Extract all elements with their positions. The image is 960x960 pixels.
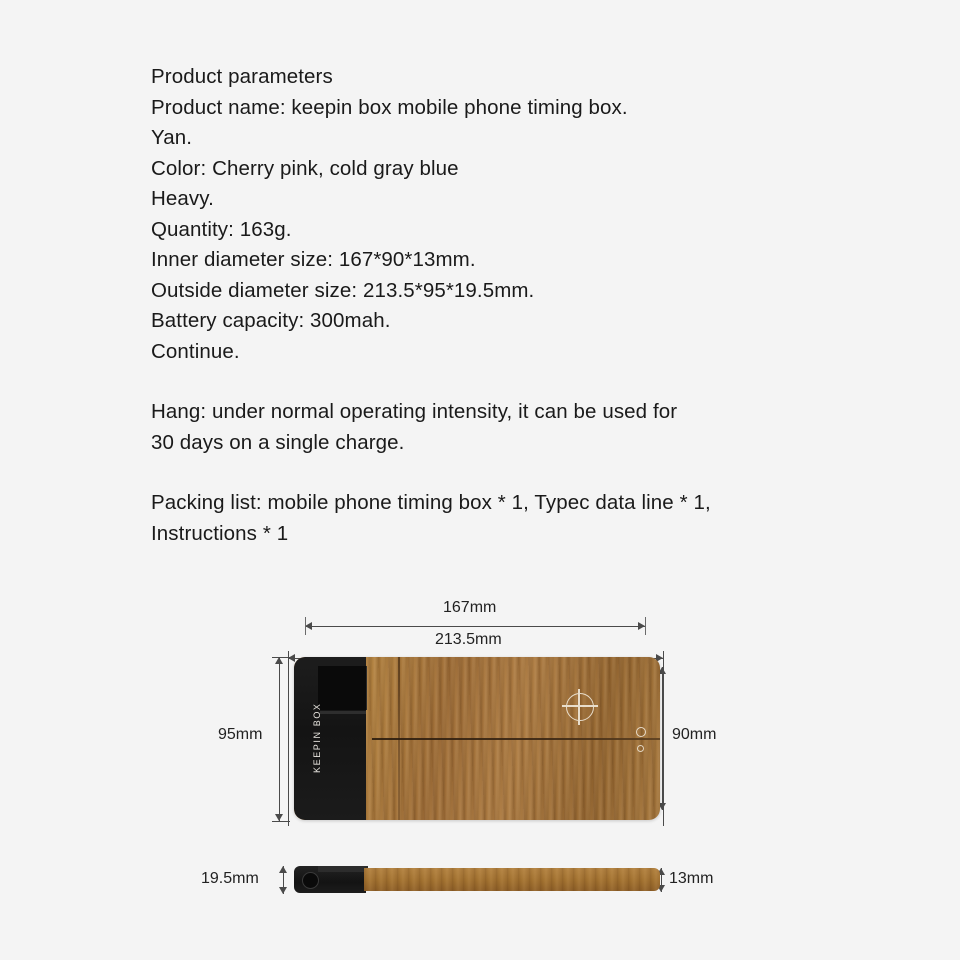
arrow-down-icon [279,887,287,894]
spec-line: Battery capacity: 300mah. [151,309,391,332]
dim-label-167mm: 167mm [443,599,497,616]
spec-line: Color: Cherry pink, cold gray blue [151,156,459,180]
logo-icon [566,693,594,721]
spec-line: Yan. [151,126,193,149]
spec-line: Heavy. [151,187,214,210]
dimension-diagram [0,585,960,925]
card-slot [318,666,367,710]
spec-line: Outside diameter size: 213.5*95*19.5mm. [151,278,535,302]
battery-life-line: Hang: under normal operating intensity, it can be used for [151,400,678,423]
extension-line-right [663,651,664,826]
dim-line-90mm [662,667,663,810]
dim-label-13mm: 13mm [669,870,714,887]
spec-line: Product name: keepin box mobile phone timing box. [151,95,628,119]
dim-tick [305,617,306,635]
extension-line-left [288,651,289,826]
black-end-panel [294,657,366,820]
battery-life-line: 30 days on a single charge. [151,430,405,454]
indicator-icon [637,745,644,752]
side-top-strip [318,866,368,872]
spec-line: Continue. [151,339,240,363]
wood-seam-horizontal [372,738,660,740]
brand-label: KEEPIN BOX [312,702,322,773]
product-parameters-block [151,62,851,549]
side-port-icon [302,872,319,889]
dim-line-167mm [305,626,645,627]
arrow-up-icon [279,866,287,873]
dim-label-95mm: 95mm [218,726,263,743]
arrow-down-icon [275,814,283,821]
spacer [151,458,851,488]
slot-divider [320,711,366,714]
packing-list-line: Packing list: mobile phone timing box * 1, Typec data line * 1, [151,491,711,514]
dim-tick [272,821,290,822]
dim-label-90mm: 90mm [672,726,717,743]
port-icon [636,727,646,737]
dim-label-19-5mm: 19.5mm [201,870,259,887]
spec-line: Quantity: 163g. [151,217,292,241]
dim-tick [272,657,290,658]
spacer [151,367,851,397]
arrow-right-icon [638,622,645,630]
spec-line: Inner diameter size: 167*90*13mm. [151,248,476,271]
dim-line-95mm [279,657,280,821]
product-front-view [294,657,660,820]
arrow-left-icon [288,654,295,662]
arrow-up-icon [275,657,283,664]
dim-tick [645,617,646,635]
spec-heading: Product parameters [151,65,333,88]
side-wood-body [364,868,660,891]
dim-label-213-5mm: 213.5mm [435,631,502,648]
product-side-view [294,866,660,893]
arrow-left-icon [305,622,312,630]
packing-list-line: Instructions * 1 [151,521,289,545]
